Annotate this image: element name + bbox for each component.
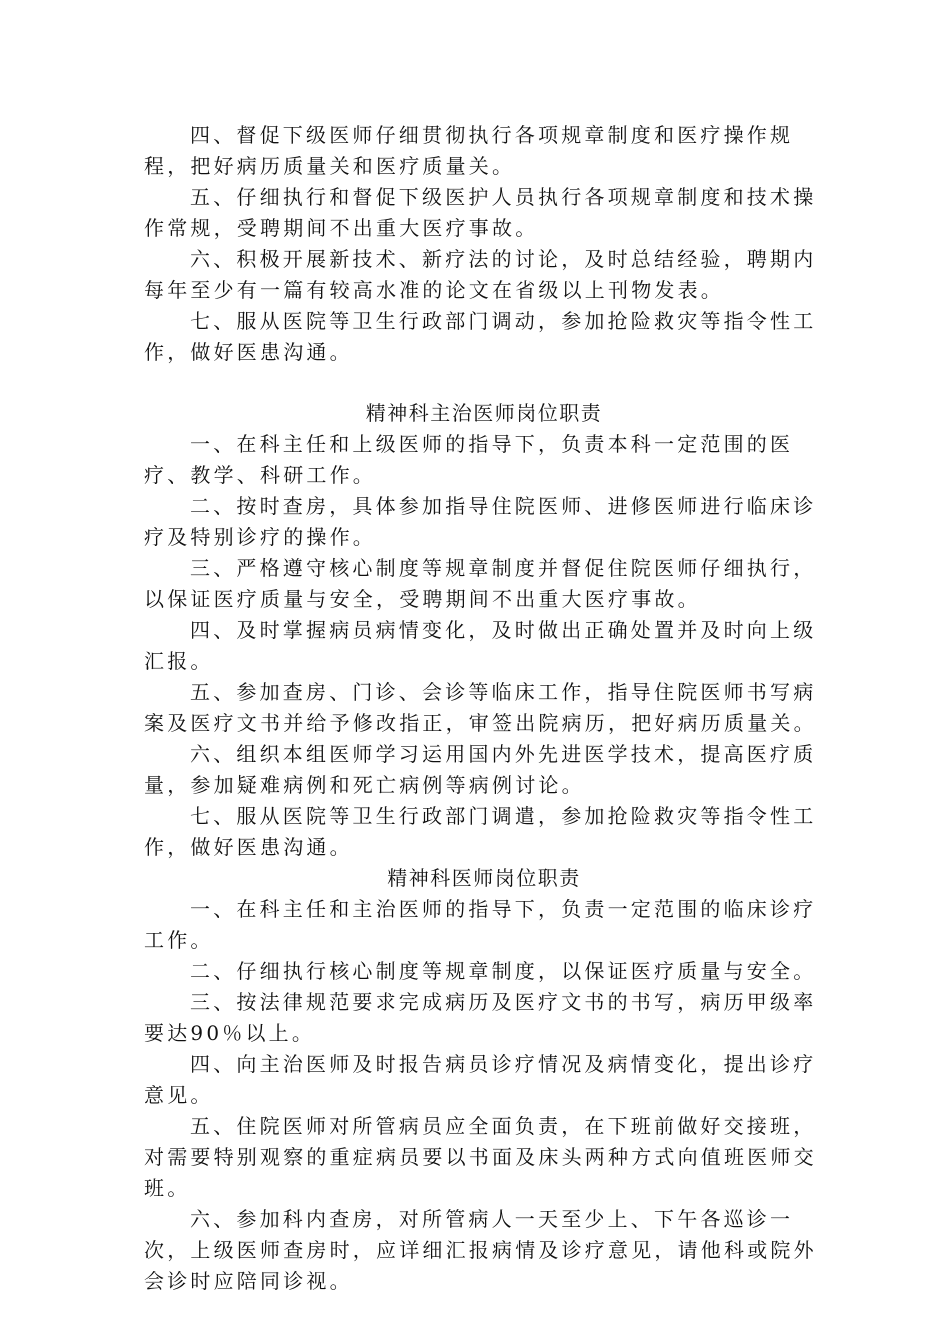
duty-paragraph: 二、按时查房，具体参加指导住院医师、进修医师进行临床诊疗及特别诊疗的操作。: [144, 494, 817, 549]
duty-paragraph: 六、组织本组医师学习运用国内外先进医学技术，提高医疗质量，参加疑难病例和死亡病例等病例讨论。: [144, 742, 817, 797]
section-title: 精神科医师岗位职责: [387, 866, 581, 890]
duty-paragraph: 七、服从医院等卫生行政部门调动，参加抢险救灾等指令性工作，做好医患沟通。: [144, 309, 817, 364]
duty-paragraph: 六、积极开展新技术、新疗法的讨论，及时总结经验，聘期内每年至少有一篇有较高水准的论文在省级以上刊物发表。: [144, 247, 817, 302]
duty-paragraph: 五、住院医师对所管病员应全面负责，在下班前做好交接班，对需要特别观察的重症病员要以书面及床头两种方式向值班医师交班。: [144, 1114, 817, 1200]
duty-paragraph: 四、督促下级医师仔细贯彻执行各项规章制度和医疗操作规程，把好病历质量关和医疗质量关。: [144, 123, 794, 178]
section-continued-duties: [144, 120, 824, 368]
duty-paragraph: 六、参加科内查房，对所管病人一天至少上、下午各巡诊一次，上级医师查房时，应详细汇报病情及诊疗意见，请他科或院外会诊时应陪同诊视。: [144, 1207, 817, 1293]
section-physician: [144, 863, 824, 1297]
duty-paragraph: 二、仔细执行核心制度等规章制度，以保证医疗质量与安全。: [190, 959, 817, 983]
duty-paragraph: 七、服从医院等卫生行政部门调遣，参加抢险救灾等指令性工作，做好医患沟通。: [144, 804, 817, 859]
duty-paragraph: 三、严格遵守核心制度等规章制度并督促住院医师仔细执行，以保证医疗质量与安全，受聘期间不出重大医疗事故。: [144, 556, 817, 611]
section-title: 精神科主治医师岗位职责: [365, 401, 603, 425]
duty-paragraph: 一、在科主任和主治医师的指导下，负责一定范围的临床诊疗工作。: [144, 897, 817, 952]
duty-paragraph: 五、参加查房、门诊、会诊等临床工作，指导住院医师书写病案及医疗文书并给予修改指正，审签出院病历，把好病历质量关。: [144, 680, 817, 735]
section-attending-physician: [144, 398, 824, 863]
duty-paragraph: 三、按法律规范要求完成病历及医疗文书的书写，病历甲级率要达90％以上。: [144, 990, 817, 1045]
document-body: [144, 120, 824, 1297]
section-spacer: [144, 368, 824, 398]
duty-paragraph: 四、向主治医师及时报告病员诊疗情况及病情变化，提出诊疗意见。: [144, 1052, 817, 1107]
duty-paragraph: 四、及时掌握病员病情变化，及时做出正确处置并及时向上级汇报。: [144, 618, 817, 673]
duty-paragraph: 五、仔细执行和督促下级医护人员执行各项规章制度和技术操作常规，受聘期间不出重大医疗事故。: [144, 185, 817, 240]
duty-paragraph: 一、在科主任和上级医师的指导下，负责本科一定范围的医疗、教学、科研工作。: [144, 432, 794, 487]
